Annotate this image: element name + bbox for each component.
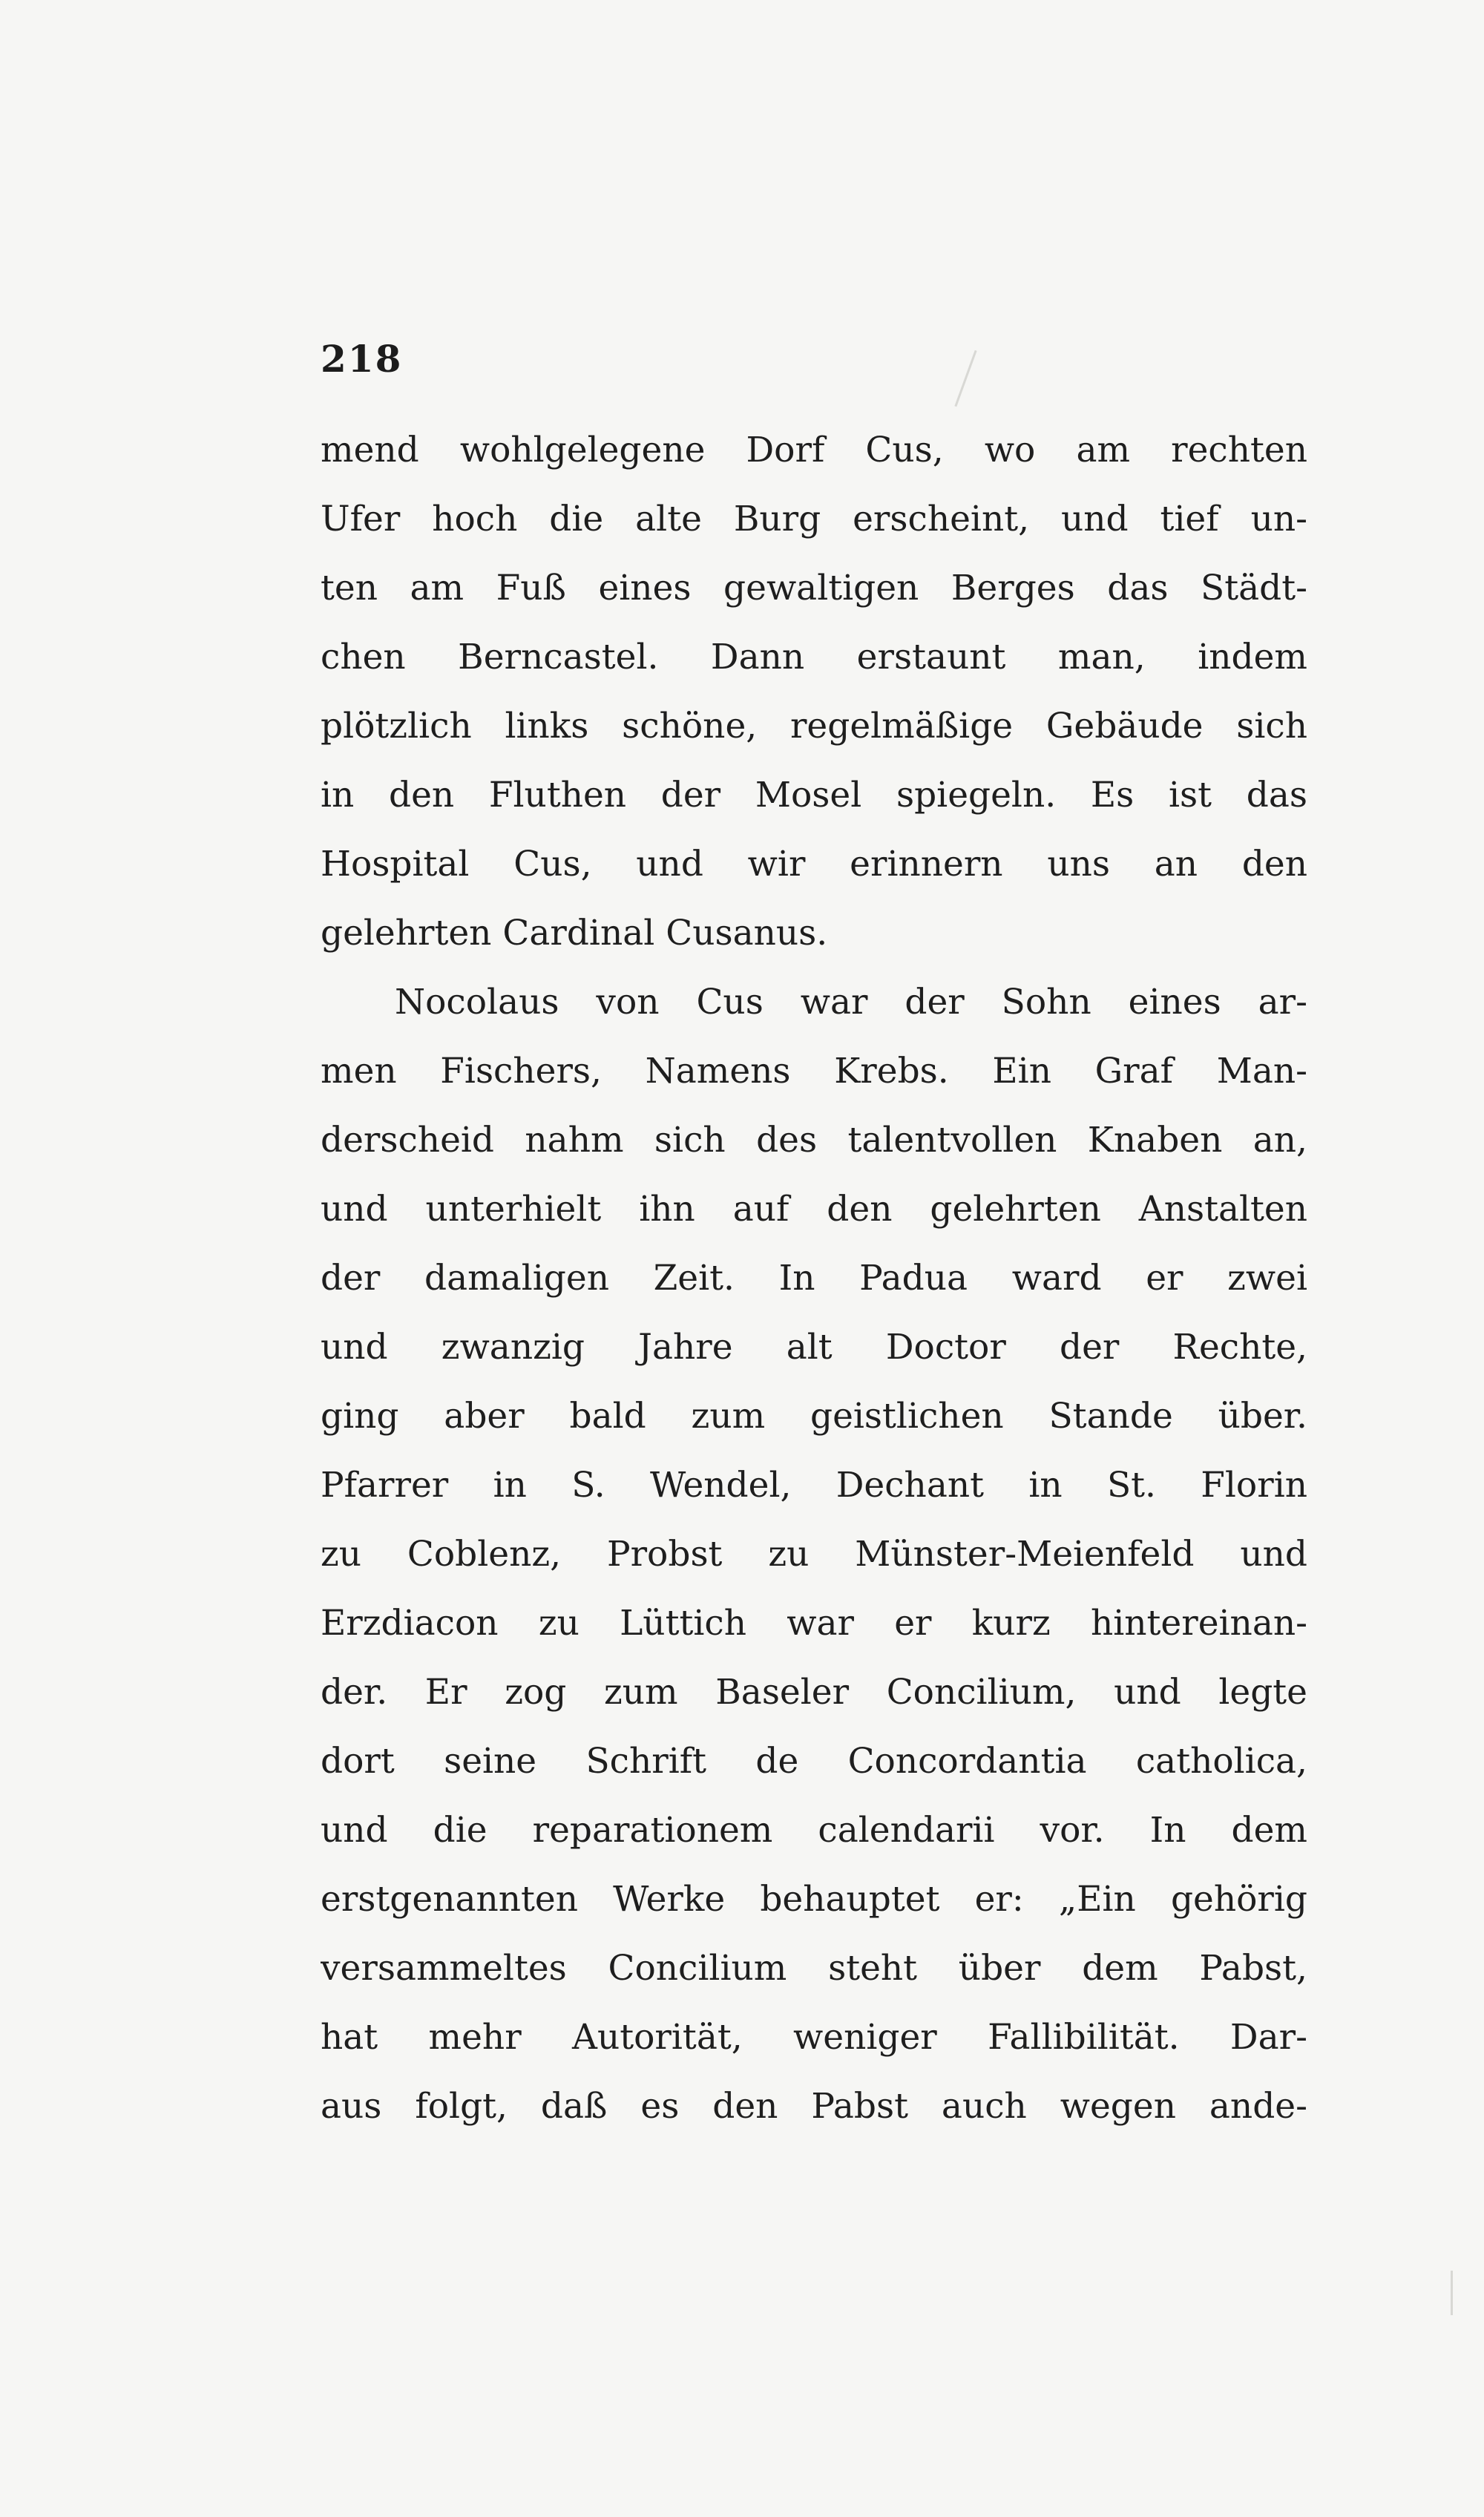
body-text xyxy=(321,416,1307,2141)
text-line: und zwanzig Jahre alt Doctor der Rechte, xyxy=(321,1327,1307,1368)
text-line: versammeltes Concilium steht über dem Pabst, xyxy=(321,1948,1307,1989)
text-line: ging aber bald zum geistlichen Stande über. xyxy=(321,1396,1307,1437)
text-line: hat mehr Autorität, weniger Fallibilität. Dar- xyxy=(321,2017,1307,2058)
text-line: Pfarrer in S. Wendel, Dechant in St. Florin xyxy=(321,1465,1307,1506)
text-line: zu Coblenz, Probst zu Münster-Meienfeld und xyxy=(321,1534,1307,1575)
paper-blemish xyxy=(954,350,976,407)
text-line: mend wohlgelegene Dorf Cus, wo am rechten xyxy=(321,430,1307,470)
text-line: Hospital Cus, und wir erinnern uns an den xyxy=(321,844,1307,885)
text-line: der. Er zog zum Baseler Concilium, und legte xyxy=(321,1672,1307,1713)
text-line: und unterhielt ihn auf den gelehrten Anstalten xyxy=(321,1189,1307,1230)
text-line: erstgenannten Werke behauptet er: „Ein gehörig xyxy=(321,1879,1307,1920)
text-line: in den Fluthen der Mosel spiegeln. Es ist das xyxy=(321,775,1307,816)
paragraph-1 xyxy=(321,416,1307,968)
paragraph-2 xyxy=(321,968,1307,2141)
page-number: 218 xyxy=(321,337,403,381)
text-line: chen Berncastel. Dann erstaunt man, indem xyxy=(321,637,1307,677)
text-line: dort seine Schrift de Concordantia catholica, xyxy=(321,1741,1307,1782)
text-line: gelehrten Cardinal Cusanus. xyxy=(321,913,828,954)
text-line: plötzlich links schöne, regelmäßige Gebäude sich xyxy=(321,706,1307,746)
text-line: Ufer hoch die alte Burg erscheint, und tief un- xyxy=(321,499,1307,539)
text-line: Nocolaus von Cus war der Sohn eines ar- xyxy=(395,982,1307,1023)
text-line: ten am Fuß eines gewaltigen Berges das Städt- xyxy=(321,568,1307,608)
paper-blemish xyxy=(1451,2271,1453,2315)
text-line: Erzdiacon zu Lüttich war er kurz hintereinan- xyxy=(321,1603,1307,1644)
text-line: der damaligen Zeit. In Padua ward er zwei xyxy=(321,1258,1307,1299)
text-line: und die reparationem calendarii vor. In dem xyxy=(321,1810,1307,1851)
text-line: derscheid nahm sich des talentvollen Knaben an, xyxy=(321,1120,1307,1161)
text-line: aus folgt, daß es den Pabst auch wegen ande- xyxy=(321,2086,1307,2127)
text-line: men Fischers, Namens Krebs. Ein Graf Man- xyxy=(321,1051,1307,1092)
